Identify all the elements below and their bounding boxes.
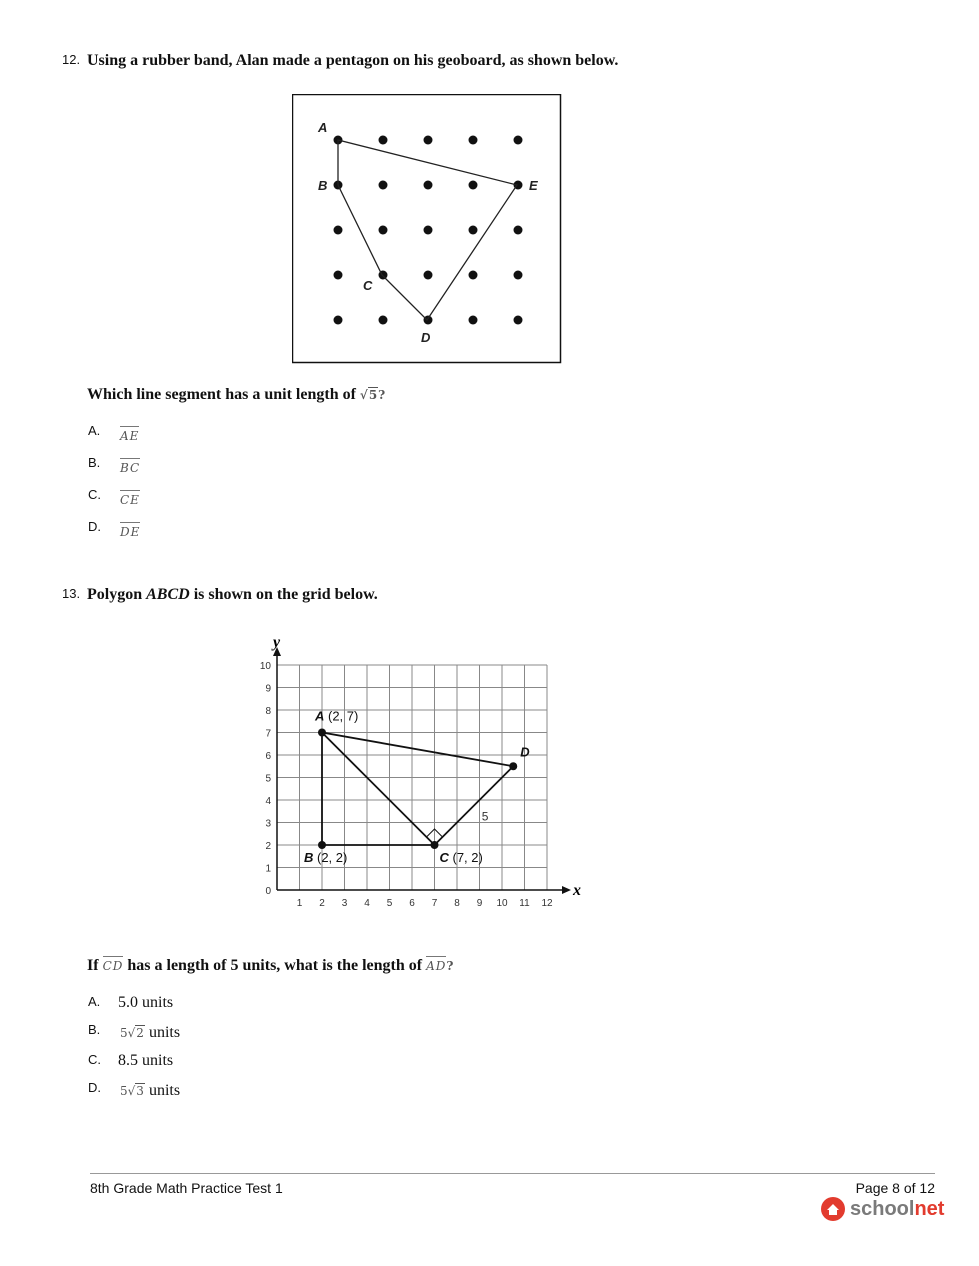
geoboard-peg [424, 226, 433, 235]
choice-letter: D. [88, 519, 101, 534]
choice-expression: 5√3 units [120, 1082, 181, 1099]
choice-letter: A. [88, 994, 101, 1009]
coordinate-grid-chart [240, 628, 590, 918]
footer-title: 8th Grade Math Practice Test 1 [90, 1180, 283, 1196]
footer-divider [90, 1173, 935, 1174]
logo-text-school: school [850, 1197, 915, 1220]
home-icon [820, 1196, 846, 1222]
geoboard-peg [424, 136, 433, 145]
q13-choice-c[interactable] [88, 1051, 174, 1069]
geoboard-peg [379, 181, 388, 190]
geoboard-peg [379, 136, 388, 145]
x-axis-label: x [573, 882, 581, 899]
choice-coef: 5 [120, 1084, 128, 1098]
choice-unit: units [148, 1024, 181, 1041]
q12-choice-a[interactable] [88, 422, 140, 443]
y-tick-label: 4 [265, 796, 271, 807]
q12-choice-d[interactable] [88, 518, 141, 539]
y-tick-label: 6 [265, 751, 271, 762]
choice-text: 5.0 units [118, 994, 174, 1011]
q13-stem-polygon: ABCD [146, 586, 190, 603]
segment-label: AE [120, 426, 139, 443]
q13-number: 13. [62, 586, 81, 601]
geoboard-peg [424, 181, 433, 190]
q12-question [87, 386, 385, 404]
y-tick-label: 7 [265, 728, 271, 740]
y-tick-label: 3 [265, 818, 271, 830]
y-tick-label: 1 [265, 863, 271, 875]
y-tick-label: 9 [265, 683, 271, 695]
geoboard-peg [469, 181, 478, 190]
q13-question-if: If [87, 957, 99, 974]
q13-question [87, 956, 453, 975]
geoboard-peg [514, 271, 523, 280]
geoboard-peg [424, 271, 433, 280]
x-tick-label: 4 [364, 898, 370, 909]
geoboard-peg [334, 271, 343, 280]
segment-label: CE [120, 490, 140, 507]
x-tick-label: 1 [296, 898, 303, 909]
choice-letter: C. [88, 1052, 101, 1067]
footer-page-number: Page 8 of 12 [855, 1180, 935, 1196]
choice-unit: units [148, 1082, 181, 1099]
choice-letter: D. [88, 1080, 101, 1095]
vertex-label-b: B [318, 178, 328, 193]
x-tick-label: 6 [409, 898, 415, 909]
q12-question-suffix: ? [378, 388, 386, 402]
vertex-label-c: C [363, 278, 373, 293]
point-c [431, 841, 439, 849]
length-annotation: 5 [481, 809, 489, 824]
geoboard-peg [469, 226, 478, 235]
geoboard-peg [469, 316, 478, 325]
q12-stem: Using a rubber band, Alan made a pentagon on his geoboard, as shown below. [87, 52, 619, 69]
vertex-label-d: D [421, 330, 431, 345]
segment-label: DE [120, 522, 140, 539]
q13-question-end: ? [446, 959, 454, 973]
choice-letter: A. [88, 423, 101, 438]
choice-expression: 5√2 units [120, 1024, 181, 1041]
y-tick-label: 8 [265, 706, 271, 717]
q13-stem-prefix: Polygon [87, 586, 143, 603]
x-tick-label: 2 [319, 898, 325, 909]
vertex-label-e: E [529, 178, 538, 193]
y-tick-label: 2 [265, 841, 271, 852]
q13-stem [87, 586, 378, 604]
q12-choice-c[interactable] [88, 486, 140, 507]
choice-text: 8.5 units [118, 1052, 174, 1069]
x-tick-label: 7 [431, 898, 438, 909]
geoboard-peg [379, 226, 388, 235]
segment-ad: AD [426, 956, 446, 973]
point-b [318, 841, 326, 849]
geoboard-peg [469, 136, 478, 145]
choice-letter: B. [88, 1022, 101, 1037]
q13-question-mid: has a length of 5 units, what is the length of [127, 957, 423, 974]
geoboard-peg [514, 226, 523, 235]
x-tick-label: 5 [386, 898, 393, 909]
choice-letter: B. [88, 455, 101, 470]
y-tick-label: 0 [265, 886, 271, 897]
logo-text-net: net [914, 1197, 945, 1220]
geoboard-figure [292, 94, 562, 364]
geoboard-peg [334, 316, 343, 325]
q13-stem-suffix: is shown on the grid below. [193, 586, 378, 603]
vertex-label-a: A [318, 120, 328, 135]
choice-radicand: 2 [136, 1026, 144, 1040]
segment-cd: CD [103, 956, 124, 973]
q13-choice-b[interactable] [88, 1021, 181, 1041]
point-a [318, 729, 326, 737]
y-axis-label: y [273, 634, 281, 651]
x-axis-arrow [562, 886, 571, 894]
q12-number: 12. [62, 52, 81, 67]
q13-choice-a[interactable] [88, 993, 174, 1011]
q13-choice-d[interactable] [88, 1079, 181, 1099]
x-tick-label: 9 [476, 898, 483, 909]
choice-coef: 5 [120, 1026, 128, 1040]
point-label-c: C (7, 2) [439, 850, 483, 865]
segment-label: BC [120, 458, 140, 475]
x-tick-label: 10 [496, 898, 508, 909]
schoolnet-logo [820, 1196, 944, 1222]
x-tick-label: 3 [341, 898, 348, 909]
point-label-d: D [520, 744, 530, 760]
choice-letter: C. [88, 487, 101, 502]
point-label-a: A (2, 7) [315, 708, 359, 724]
geoboard-peg [514, 136, 523, 145]
x-tick-label: 8 [454, 898, 460, 909]
geoboard-peg [424, 316, 433, 325]
point-d [509, 762, 517, 770]
sqrt-expression: √5 [359, 388, 378, 402]
q12-choice-b[interactable] [88, 454, 141, 475]
q12-question-prefix: Which line segment has a unit length of [87, 386, 356, 403]
choice-radicand: 3 [136, 1084, 144, 1098]
point-label-b: B (2, 2) [304, 850, 348, 865]
y-tick-label: 5 [265, 773, 271, 785]
geoboard-peg [514, 316, 523, 325]
y-tick-label: 10 [259, 661, 271, 672]
x-tick-label: 12 [541, 898, 553, 909]
geoboard-peg [469, 271, 478, 280]
x-tick-label: 11 [519, 898, 530, 909]
sqrt-radicand: 5 [368, 388, 378, 402]
geoboard-peg [334, 226, 343, 235]
geoboard-peg [379, 316, 388, 325]
